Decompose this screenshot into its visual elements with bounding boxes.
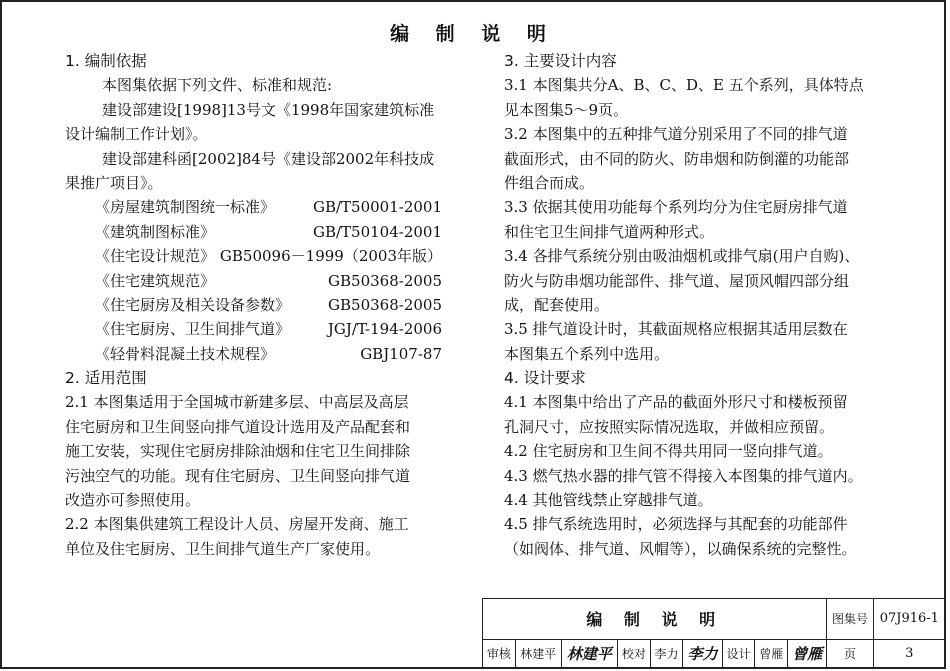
- standard-name: 《住宅建筑规范》: [95, 271, 216, 290]
- title-block: [482, 598, 946, 669]
- standard-code: GB/T50001-2001: [312, 198, 442, 217]
- section-4-heading: 4. 设计要求: [504, 369, 586, 388]
- s1-doc2-line2: 果推广项目》。: [65, 173, 163, 192]
- title-block-name: 编 制 说 明: [483, 599, 827, 640]
- s2-2-line: 2.2 本图集供建筑工程设计人员、房屋开发商、施工: [65, 515, 409, 534]
- design-label: 设计: [722, 639, 755, 668]
- s3-line: 本图集五个系列中选用。: [504, 344, 670, 363]
- standard-code: GBJ107-87: [360, 344, 442, 363]
- section-1-heading: 1. 编制依据: [65, 52, 147, 70]
- s4-line: 4.5 排气系统选用时，必须选择与其配套的功能部件: [504, 515, 848, 534]
- atlas-no-label: 图集号: [827, 599, 873, 640]
- s3-line: 3.2 本图集中的五种排气道分别采用了不同的排气道: [504, 125, 848, 144]
- standard-code: JGJ/T-194-2006: [327, 320, 442, 339]
- review-name: 林建平: [515, 639, 561, 668]
- s1-doc1-line2: 设计编制工作计划》。: [65, 125, 208, 144]
- s3-line: 见本图集5～9页。: [504, 100, 629, 119]
- s2-2-line: 单位及住宅厨房、卫生间排气道生产厂家使用。: [65, 539, 381, 558]
- standard-row: [65, 195, 460, 219]
- s4-line: 孔洞尺寸，应按照实际情况选取，并做相应预留。: [504, 417, 835, 436]
- check-label: 校对: [618, 639, 651, 668]
- s1-doc1-line1: 建设部建设[1998]13号文《1998年国家建筑标准: [102, 100, 435, 119]
- standard-name: 《住宅厨房及相关设备参数》: [95, 295, 291, 314]
- s3-line: 3.5 排气道设计时，其截面规格应根据其适用层数在: [504, 320, 848, 339]
- s3-line: 成，配套使用。: [504, 295, 610, 314]
- s2-1-line: 住宅厨房和卫生间竖向排气道设计选用及产品配套和: [65, 417, 411, 436]
- s3-line: 和住宅卫生间排气道两种形式。: [504, 222, 715, 241]
- s3-line: 件组合而成。: [504, 173, 595, 192]
- standard-row: [65, 342, 460, 366]
- atlas-no: 07J916-1: [873, 599, 945, 640]
- s1-doc2-line1: 建设部建科函[2002]84号《建设部2002年科技成: [102, 149, 435, 168]
- standard-name: 《住宅厨房、卫生间排气道》: [95, 320, 291, 339]
- s3-line: 3.4 各排气系统分别由吸油烟机或排气扇(用户自购)、: [504, 247, 860, 266]
- s3-line: 3.3 依据其使用功能每个系列均分为住宅厨房排气道: [504, 198, 848, 217]
- s4-line: （如阀体、排气道、风帽等），以确保系统的完整性。: [504, 539, 857, 558]
- s1-intro: 本图集依据下列文件、标准和规范:: [102, 76, 333, 95]
- standard-row: [65, 220, 460, 244]
- s3-line: 截面形式，由不同的防火、防串烟和防倒灌的功能部: [504, 149, 850, 168]
- s4-line: 4.1 本图集中给出了产品的截面外形尺寸和楼板预留: [504, 393, 848, 412]
- s2-1-line: 污浊空气的功能。现有住宅厨房、卫生间竖向排气道: [65, 466, 411, 485]
- page-title: 编 制 说 明: [390, 23, 556, 45]
- left-column: [65, 49, 460, 561]
- review-label: 审核: [483, 639, 516, 668]
- s3-line: 防火与防串烟功能部件、排气道、屋顶风帽四部分组: [504, 271, 850, 290]
- standard-code: GB50368-2005: [328, 271, 442, 290]
- review-signature: 林建平: [561, 639, 617, 668]
- s3-line: 3.1 本图集共分A、B、C、D、E 五个系列，具体特点: [504, 76, 864, 95]
- right-column: [504, 49, 899, 561]
- section-2-heading: 2. 适用范围: [65, 369, 147, 388]
- section-3-heading: 3. 主要设计内容: [504, 52, 617, 70]
- standard-row: [65, 269, 460, 293]
- s4-line: 4.2 住宅厨房和卫生间不得共用同一竖向排气道。: [504, 442, 833, 461]
- page-label: 页: [827, 639, 873, 668]
- standard-code: GB50096－1999（2003年版）: [219, 247, 442, 266]
- page-number: 3: [873, 639, 945, 668]
- s2-1-line: 2.1 本图集适用于全国城市新建多层、中高层及高层: [65, 393, 409, 412]
- standard-name: 《住宅设计规范》: [95, 247, 216, 266]
- s4-line: 4.4 其他管线禁止穿越排气道。: [504, 491, 713, 510]
- standard-row: [65, 293, 460, 317]
- check-signature: 李力: [683, 639, 722, 668]
- standard-row: [65, 244, 460, 268]
- s2-1-line: 改造亦可参照使用。: [65, 491, 201, 510]
- standard-code: GB/T50104-2001: [312, 222, 442, 241]
- design-name: 曾雁: [755, 639, 788, 668]
- standard-name: 《建筑制图标准》: [95, 222, 216, 241]
- standard-code: GB50368-2005: [328, 295, 442, 314]
- check-name: 李力: [650, 639, 683, 668]
- standard-row: [65, 317, 460, 341]
- standard-name: 《轻骨料混凝土技术规程》: [95, 344, 276, 363]
- design-signature: 曾雁: [788, 639, 827, 668]
- s2-1-line: 施工安装，实现住宅厨房排除油烟和住宅卫生间排除: [65, 442, 411, 461]
- s4-line: 4.3 燃气热水器的排气管不得接入本图集的排气道内。: [504, 466, 863, 485]
- standard-name: 《房屋建筑制图统一标准》: [95, 198, 276, 217]
